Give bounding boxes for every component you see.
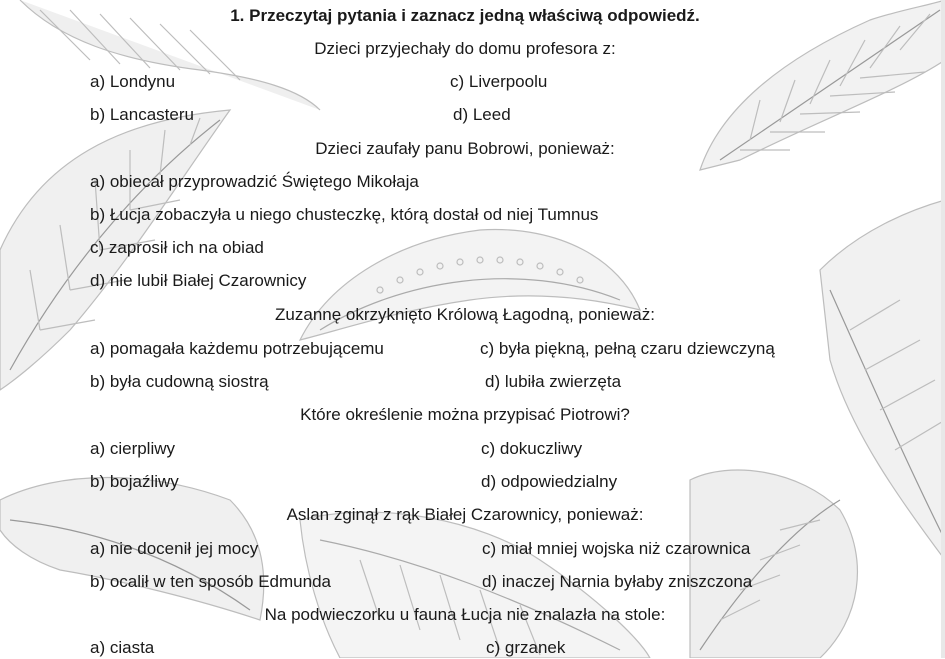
answer-option[interactable]: a) ciasta: [90, 638, 155, 657]
answer-option[interactable]: d) odpowiedzialny: [481, 472, 618, 491]
answer-option[interactable]: d) nie lubił Białej Czarownicy: [90, 271, 307, 290]
answer-option[interactable]: a) Londynu: [90, 72, 176, 91]
answer-option[interactable]: a) obiecał przyprowadzić Świętego Mikołaja: [90, 172, 419, 191]
answer-option[interactable]: b) Lancasteru: [90, 105, 194, 124]
answer-option[interactable]: a) nie docenił jej mocy: [90, 539, 259, 558]
answer-option[interactable]: c) Liverpoolu: [450, 72, 548, 91]
answer-option[interactable]: c) dokuczliwy: [481, 439, 583, 458]
answer-option[interactable]: b) była cudowną siostrą: [90, 372, 269, 391]
answer-option[interactable]: d) lubiła zwierzęta: [485, 372, 622, 391]
answer-option[interactable]: a) pomagała każdemu potrzebującemu: [90, 339, 384, 358]
answer-option[interactable]: c) była piękną, pełną czaru dziewczyną: [480, 339, 775, 358]
answer-option[interactable]: b) Łucja zobaczyła u niego chusteczkę, którą dostał od niej Tumnus: [90, 205, 599, 224]
question-2: Dzieci zaufały panu Bobrowi, ponieważ:: [315, 139, 615, 158]
answer-option[interactable]: d) Leed: [453, 105, 511, 124]
answer-option[interactable]: b) ocalił w ten sposób Edmunda: [90, 572, 331, 591]
answer-option[interactable]: a) cierpliwy: [90, 439, 176, 458]
answer-option[interactable]: c) zaprosił ich na obiad: [90, 238, 264, 257]
question-5: Aslan zginął z rąk Białej Czarownicy, ponieważ:: [286, 505, 644, 524]
question-4: Które określenie można przypisać Piotrowi?: [300, 405, 630, 424]
answer-option[interactable]: c) grzanek: [486, 638, 566, 657]
question-3: Zuzannę okrzyknięto Królową Łagodną, ponieważ:: [275, 305, 655, 324]
answer-option[interactable]: b) bojaźliwy: [90, 472, 179, 491]
question-1: Dzieci przyjechały do domu profesora z:: [314, 39, 616, 58]
answer-option[interactable]: c) miał mniej wojska niż czarownica: [482, 539, 751, 558]
exercise-title: 1. Przeczytaj pytania i zaznacz jedną właściwą odpowiedź.: [230, 6, 700, 25]
question-6: Na podwieczorku u fauna Łucja nie znalazła na stole:: [264, 605, 666, 624]
answer-option[interactable]: d) inaczej Narnia byłaby zniszczona: [482, 572, 753, 591]
